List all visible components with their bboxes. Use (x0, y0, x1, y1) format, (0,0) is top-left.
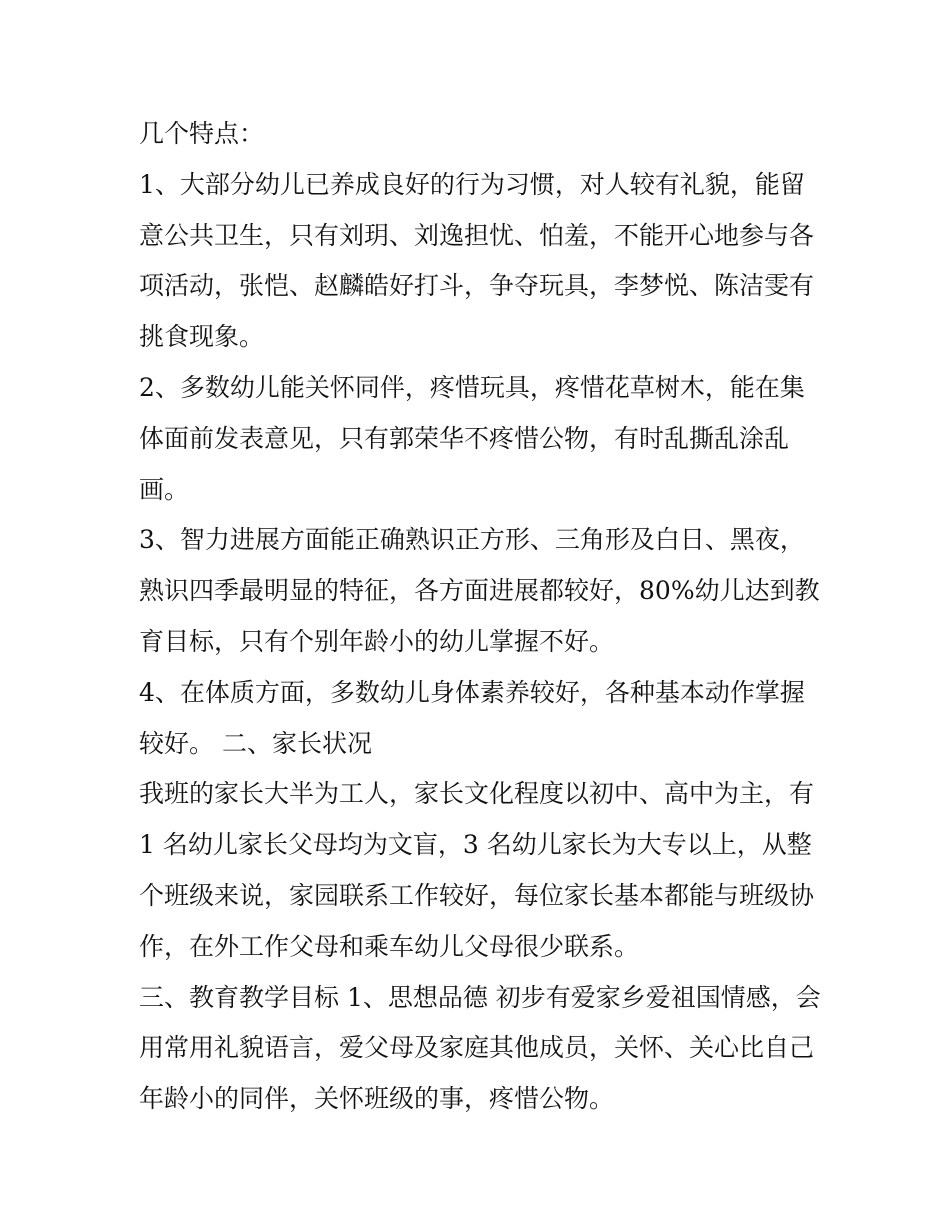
text-line: 我班的家长大半为工人，家长文化程度以初中、高中为主，有 (139, 779, 815, 809)
text-line: 年龄小的同伴，关怀班级的事，疼惜公物。 (139, 1084, 615, 1114)
text-line: 三、教育教学目标 1、思想品德 初步有爱家乡爱祖国情感，会 (139, 982, 821, 1012)
text-line: 熟识四季最明显的特征，各方面进展都较好，80%幼儿达到教 (139, 576, 820, 606)
text-line: 挑食现象。 (139, 322, 265, 352)
text-line: 体面前发表意见，只有郭荣华不疼惜公物，有时乱撕乱涂乱 (139, 423, 790, 453)
text-line: 作，在外工作父母和乘车幼儿父母很少联系。 (139, 931, 640, 961)
document-body (139, 109, 829, 1125)
text-line: 项活动，张恺、赵麟皓好打斗，争夺玩具，李梦悦、陈洁雯有 (139, 271, 815, 301)
text-line: 较好。 二、家长状况 (139, 728, 372, 758)
text-line: 育目标，只有个别年龄小的幼儿掌握不好。 (139, 626, 615, 656)
text-line: 意公共卫生，只有刘玥、刘逸担忧、怕羞，不能开心地参与各 (139, 220, 815, 250)
text-line: 几个特点： (139, 119, 265, 148)
text-line: 个班级来说，家园联系工作较好，每位家长基本都能与班级协 (139, 880, 815, 910)
text-line: 1、大部分幼儿已养成良好的行为习惯，对人较有礼貌，能留 (139, 169, 805, 199)
text-line: 4、在体质方面，多数幼儿身体素养较好，各种基本动作掌握 (139, 677, 805, 707)
text-line: 1 名幼儿家长父母均为文盲，3 名幼儿家长为大专以上，从整 (139, 830, 812, 860)
text-line: 3、智力进展方面能正确熟识正方形、三角形及白日、黑夜， (139, 525, 805, 555)
text-line: 画。 (139, 474, 190, 504)
text-line: 用常用礼貌语言，爱父母及家庭其他成员，关怀、关心比自己 (139, 1033, 815, 1063)
text-line: 2、多数幼儿能关怀同伴，疼惜玩具，疼惜花草树木，能在集 (139, 372, 805, 402)
